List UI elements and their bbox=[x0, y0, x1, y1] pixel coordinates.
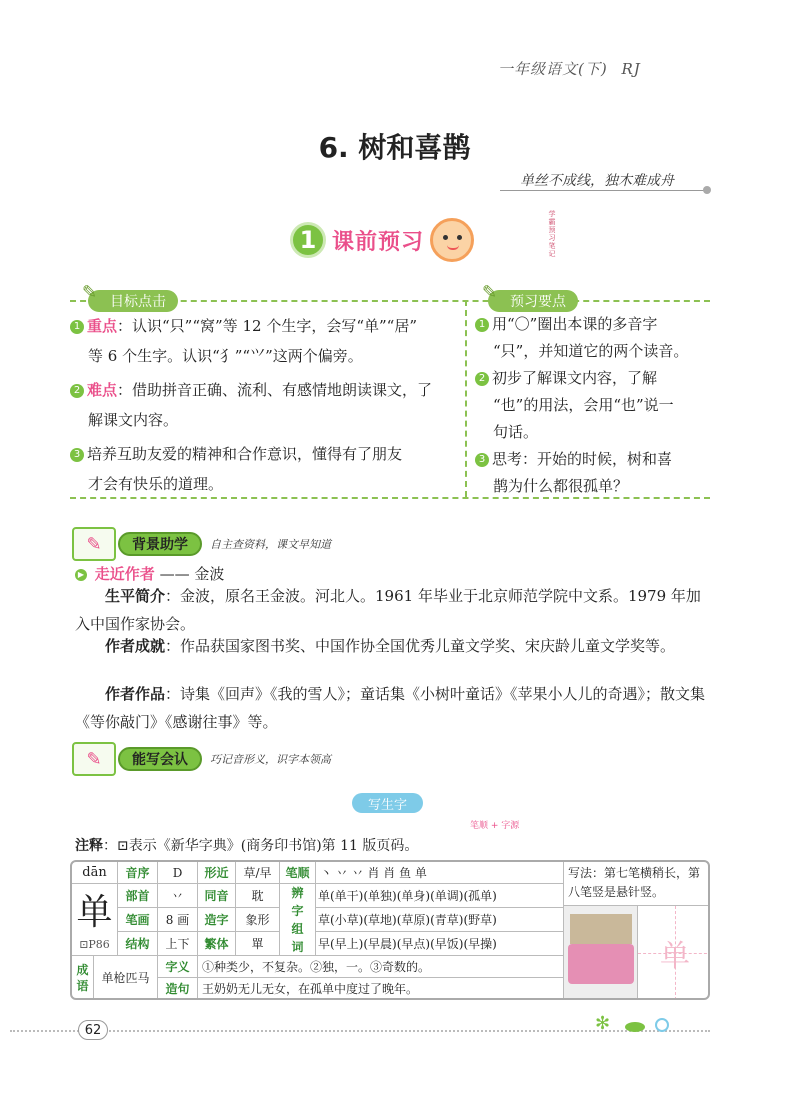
achv-text: ：作品获国家图书奖、中国作协全国优秀儿童文学奖、宋庆龄儿童文学奖等。 bbox=[165, 637, 676, 655]
label-bishun: 笔顺 bbox=[280, 862, 316, 884]
play-icon: ▶ bbox=[75, 569, 87, 581]
section-heading bbox=[290, 218, 474, 262]
preview-item bbox=[475, 446, 710, 473]
goals-tag bbox=[82, 282, 178, 312]
preview-text: 句话。 bbox=[493, 423, 539, 441]
box-divider bbox=[465, 300, 467, 497]
banner-sub: 巧记音形义，识字本领高 bbox=[210, 753, 331, 766]
write-characters-tab: 写生字 bbox=[352, 793, 423, 813]
write-banner bbox=[72, 742, 331, 776]
book-icon: ✎ bbox=[72, 527, 116, 561]
number-badge: 1 bbox=[70, 320, 84, 334]
goal-item bbox=[70, 375, 465, 405]
note bbox=[75, 835, 418, 855]
value-bishun: 丶 丷 丷 肖 肖 鱼 单 bbox=[316, 862, 564, 884]
value-ziyi: ①种类少，不复杂。②独，一。③奇数的。 bbox=[198, 956, 564, 978]
banner-label: 能写会认 bbox=[118, 747, 202, 771]
tracing-character: 单 bbox=[660, 939, 690, 974]
label-tongyin: 同音 bbox=[198, 884, 236, 908]
lesson-title: 6. 树和喜鹊 bbox=[318, 131, 471, 164]
note-text: ：⊡表示《新华字典》(商务印书馆)第 11 版页码。 bbox=[103, 838, 419, 854]
label-fanti: 繁体 bbox=[198, 932, 236, 956]
number-badge: 1 bbox=[475, 318, 489, 332]
side-note: 学霸预习笔记 bbox=[548, 210, 556, 258]
cloud-icon bbox=[655, 1018, 669, 1032]
author-heading bbox=[75, 563, 224, 584]
bedroom-photo bbox=[564, 906, 638, 1000]
label-bihua: 笔画 bbox=[118, 908, 158, 932]
grade-label: 一年级语文(下) bbox=[498, 60, 608, 78]
leaf-icon: ✎ bbox=[82, 282, 98, 303]
value-zaozi: 象形 bbox=[236, 908, 280, 932]
label-zaoju: 造句 bbox=[158, 978, 198, 1000]
turtle-icon bbox=[625, 1022, 645, 1032]
preview-text: 鹊为什么都很孤单？ bbox=[493, 477, 629, 495]
label-xingjin: 形近 bbox=[198, 862, 236, 884]
pinyin: dān bbox=[72, 862, 118, 884]
goal-text: ：借助拼音正确、流利、有感情地朗读课文，了 bbox=[117, 381, 433, 399]
label-yinxu: 音序 bbox=[118, 862, 158, 884]
word-group: 草(小草)(草地)(草原)(青草)(野草) bbox=[316, 908, 564, 932]
author-achievements bbox=[75, 632, 710, 660]
goal-item bbox=[70, 439, 465, 469]
goal-text: 等 6 个生字。认识“犭”“⺍”这两个偏旁。 bbox=[88, 347, 363, 365]
word-group: 单(单干)(单独)(单身)(单调)(孤单) bbox=[316, 884, 564, 908]
goal-key: 重点 bbox=[87, 317, 118, 335]
works-label: 作者作品 bbox=[105, 685, 166, 703]
preview-text: “也”的用法，会用“也”说一 bbox=[493, 396, 674, 414]
author-name: —— 金波 bbox=[159, 565, 225, 583]
proverb-dot bbox=[703, 186, 711, 194]
banner-sub: 自主查资料，课文早知道 bbox=[210, 538, 331, 551]
number-badge: 2 bbox=[70, 384, 84, 398]
value-xingjin: 草/早 bbox=[236, 862, 280, 884]
book-header bbox=[498, 58, 641, 79]
note-label: 注释 bbox=[75, 838, 103, 854]
goal-text: 才会有快乐的道理。 bbox=[88, 475, 224, 493]
proverb-underline bbox=[500, 190, 705, 191]
label-chengyu: 成语 bbox=[72, 956, 94, 1000]
edition-label: RJ bbox=[621, 60, 641, 78]
number-badge: 2 bbox=[475, 372, 489, 386]
goal-text: 培养互助友爱的精神和合作意识，懂得有了朋友 bbox=[87, 445, 403, 463]
book-icon: ✎ bbox=[72, 742, 116, 776]
preview-text: 思考：开始的时候，树和喜 bbox=[492, 450, 673, 468]
value-chengyu: 单枪匹马 bbox=[94, 956, 158, 1000]
preview-tag-label: 预习要点 bbox=[510, 294, 566, 310]
dictionary-page: ⊡P86 bbox=[72, 934, 118, 956]
main-character: 单 bbox=[72, 884, 118, 934]
number-badge: 3 bbox=[475, 453, 489, 467]
goal-text: 解课文内容。 bbox=[88, 411, 179, 429]
section-number: 1 bbox=[290, 222, 326, 258]
preview-text: “只”，并知道它的两个读音。 bbox=[493, 342, 689, 360]
stroke-order-label: 笔顺 + 字源 bbox=[470, 821, 520, 831]
value-jiegou: 上下 bbox=[158, 932, 198, 956]
label-bianzi: 辨字组词 bbox=[280, 884, 316, 956]
value-zaoju: 王奶奶无儿无女，在孤单中度过了晚年。 bbox=[198, 978, 564, 1000]
goal-text: ：认识“只”“窝”等 12 个生字，会写“单”“居” bbox=[117, 317, 417, 335]
label-bushou: 部首 bbox=[118, 884, 158, 908]
author-bio bbox=[75, 582, 710, 638]
goals-tag-label: 目标点击 bbox=[110, 294, 166, 310]
preview-list bbox=[475, 311, 710, 500]
value-bihua: 8 画 bbox=[158, 908, 198, 932]
goal-key: 难点 bbox=[87, 381, 118, 399]
value-tongyin: 耽 bbox=[236, 884, 280, 908]
label-jiegou: 结构 bbox=[118, 932, 158, 956]
preview-tag bbox=[482, 282, 578, 312]
banner-label: 背景助学 bbox=[118, 532, 202, 556]
preview-item bbox=[475, 311, 710, 338]
works-text: ：诗集《回声》《我的雪人》；童话集《小树叶童话》《苹果小人儿的奇遇》；散文集《等你敲门》《感谢往事》等。 bbox=[75, 685, 706, 731]
label-zaozi: 造字 bbox=[198, 908, 236, 932]
character-card bbox=[70, 860, 710, 1000]
achv-label: 作者成就 bbox=[105, 637, 166, 655]
leaf-icon: ✎ bbox=[482, 282, 498, 303]
author-works bbox=[75, 680, 710, 736]
section-label: 课前预习 bbox=[332, 229, 425, 255]
goals-list bbox=[70, 311, 465, 499]
bio-label: 生平简介 bbox=[105, 587, 166, 605]
preview-text: 用“〇”圈出本课的多音字 bbox=[492, 315, 658, 333]
author-label: 走近作者 bbox=[94, 565, 155, 583]
label-ziyi: 字义 bbox=[158, 956, 198, 978]
girl-mascot-icon bbox=[430, 218, 474, 262]
tracing-grid bbox=[638, 906, 710, 1000]
number-badge: 3 bbox=[70, 448, 84, 462]
preview-item bbox=[475, 365, 710, 392]
goal-item bbox=[70, 311, 465, 341]
word-group: 早(早上)(早晨)(早点)(早饭)(早操) bbox=[316, 932, 564, 956]
page-number: 62 bbox=[78, 1020, 108, 1040]
proverb: 单丝不成线，独木难成舟 bbox=[520, 173, 674, 189]
background-banner bbox=[72, 527, 331, 561]
value-bushou: 丷 bbox=[158, 884, 198, 908]
bio-text: ：金波，原名王金波。河北人。1961 年毕业于北京师范学院中文系。1979 年加入中国作家协会。 bbox=[75, 587, 701, 633]
value-fanti: 單 bbox=[236, 932, 280, 956]
writing-tip: 写法：第七笔横稍长，第八笔竖是悬针竖。 bbox=[564, 862, 710, 906]
preview-text: 初步了解课文内容，了解 bbox=[492, 369, 658, 387]
windmill-icon: ✻ bbox=[595, 1013, 611, 1034]
value-yinxu: D bbox=[158, 862, 198, 884]
